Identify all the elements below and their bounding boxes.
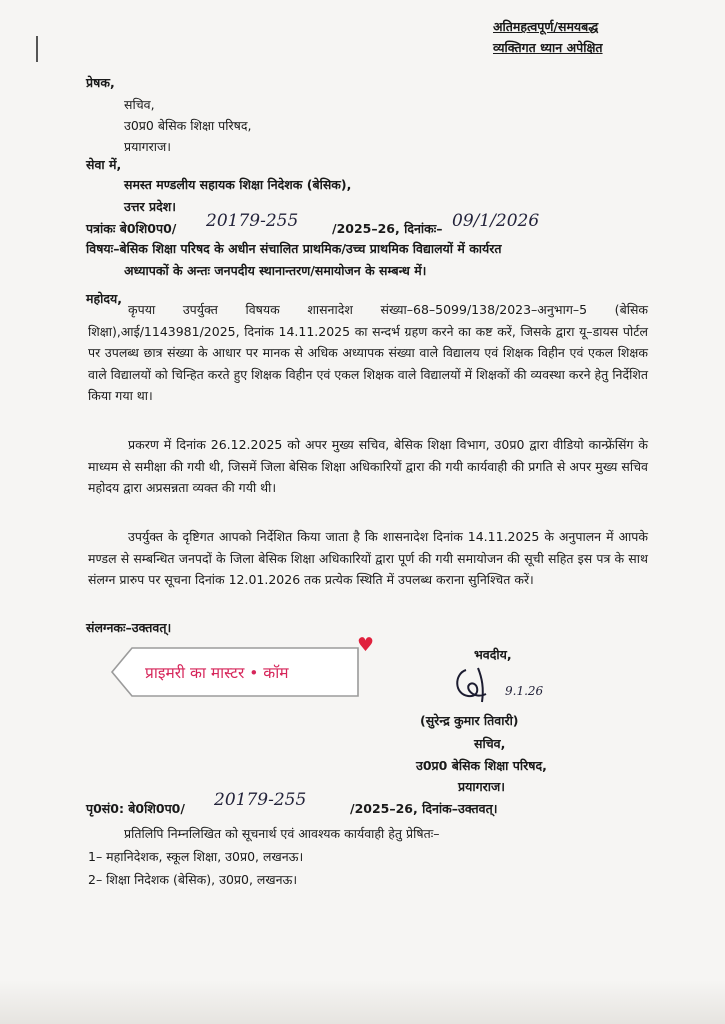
- attention-line: व्यक्तिगत ध्यान अपेक्षित: [493, 40, 603, 55]
- priority-line: अतिमहत्वपूर्ण/समयबद्ध: [493, 19, 599, 34]
- margin-mark: [36, 36, 38, 62]
- ref-handwritten-number: 20179-255: [206, 211, 299, 231]
- sender-line-1: सचिव,: [124, 97, 155, 112]
- watermark-text: प्राइमरी का मास्टर • कॉम: [145, 664, 289, 682]
- sender-line-2: उ0प्र0 बेसिक शिक्षा परिषद,: [124, 118, 252, 133]
- recipient-line-2: उत्तर प्रदेश।: [124, 199, 176, 214]
- paragraph-1: कृपया उपर्युक्त विषयक शासनादेश संख्या–68–5099/138/2023–अनुभाग–5 (बेसिक शिक्षा),आई/1143981/2025, दिनांक 14.11.2025 का सन्दर्भ ग्रहण करने का कष्ट करें, जिसके द्वारा यू–डायस पोर्टल पर उपलब्ध छात्र संख्या के आधार पर मानक से अधिक अध्यापक संख्या वाले विद्यालय एवं शिक्षक विहीन एवं एकल शिक्षक वाले विद्यालयों को चिन्हित करते हुए शिक्षक विहीन एवं एकल शिक्षक वाले विद्यालयों में शिक्षकों की व्यवस्था करने हेतु निर्देशित किया गया था।: [88, 302, 648, 403]
- page-bottom-shadow: [0, 980, 725, 1024]
- signatory-place: प्रयागराज।: [458, 779, 506, 794]
- paragraph-3: उपर्युक्त के दृष्टिगत आपको निर्देशित किया जाता है कि शासनादेश दिनांक 14.11.2025 के अनुपालन में आपके मण्डल से सम्बन्धित जनपदों के जिला बेसिक शिक्षा अधिकारियों द्वारा पूर्ण की गयी समायोजन की सूची सहित इस पत्र के साथ संलग्न प्रारुप पर सूचना दिनांक 12.01.2026 तक प्रत्येक स्थिति में उपलब्ध कराना सुनिश्चित करें।: [88, 529, 648, 587]
- enclosure: संलग्नकः–उक्तवत्।: [86, 620, 172, 635]
- ref-prefix: पत्रांकः बे0शि0प0/: [86, 221, 177, 236]
- recipient-label: सेवा में,: [86, 157, 122, 172]
- signature-icon: [448, 664, 508, 706]
- subject-line-1: विषयः–बेसिक शिक्षा परिषद के अधीन संचालित प्राथमिक/उच्च प्राथमिक विद्यालयों में कार्यरत: [86, 241, 502, 256]
- copy-list-item-2: 2– शिक्षा निदेशक (बेसिक), उ0प्र0, लखनऊ।: [88, 872, 298, 887]
- salutation: महोदय,: [86, 291, 122, 306]
- signature-date: 9.1.26: [505, 684, 544, 698]
- copy-ref-suffix: /2025–26, दिनांक–उक्तवत्।: [350, 801, 498, 816]
- copy-intro: प्रतिलिपि निम्नलिखित को सूचनार्थ एवं आवश्यक कार्यवाही हेतु प्रेषितः–: [124, 826, 440, 841]
- sender-line-3: प्रयागराज।: [124, 139, 172, 154]
- watermark-badge: [110, 646, 362, 698]
- heart-icon: ♥: [357, 634, 375, 656]
- ref-middle: /2025–26, दिनांकः–: [332, 221, 443, 236]
- subject-line-2: अध्यापकों के अन्तः जनपदीय स्थानान्तरण/समायोजन के सम्बन्ध में।: [124, 263, 427, 278]
- copy-ref-handwritten-number: 20179-255: [214, 790, 307, 810]
- copy-ref-prefix: पृ0सं0: बे0शि0प0/: [86, 801, 185, 816]
- signatory-title: सचिव,: [474, 736, 506, 751]
- recipient-line-1: समस्त मण्डलीय सहायक शिक्षा निदेशक (बेसिक),: [124, 177, 352, 192]
- signatory-org: उ0प्र0 बेसिक शिक्षा परिषद,: [416, 758, 547, 773]
- sender-label: प्रेषक,: [86, 75, 115, 90]
- copy-list-item-1: 1– महानिदेशक, स्कूल शिक्षा, उ0प्र0, लखनऊ।: [88, 849, 304, 864]
- closing: भवदीय,: [474, 647, 512, 662]
- paragraph-2: प्रकरण में दिनांक 26.12.2025 को अपर मुख्य सचिव, बेसिक शिक्षा विभाग, उ0प्र0 द्वारा वीडियो कान्फ्रेंसिंग के माध्यम से समीक्षा की गयी थी, जिसमें जिला बेसिक शिक्षा अधिकारियों द्वारा की गयी कार्यवाही की प्रगति से अपर मुख्य सचिव महोदय द्वारा अप्रसन्नता व्यक्त की गयी थी।: [88, 437, 648, 495]
- signatory-name: (सुरेन्द्र कुमार तिवारी): [420, 713, 519, 728]
- ref-handwritten-date: 09/1/2026: [452, 211, 540, 231]
